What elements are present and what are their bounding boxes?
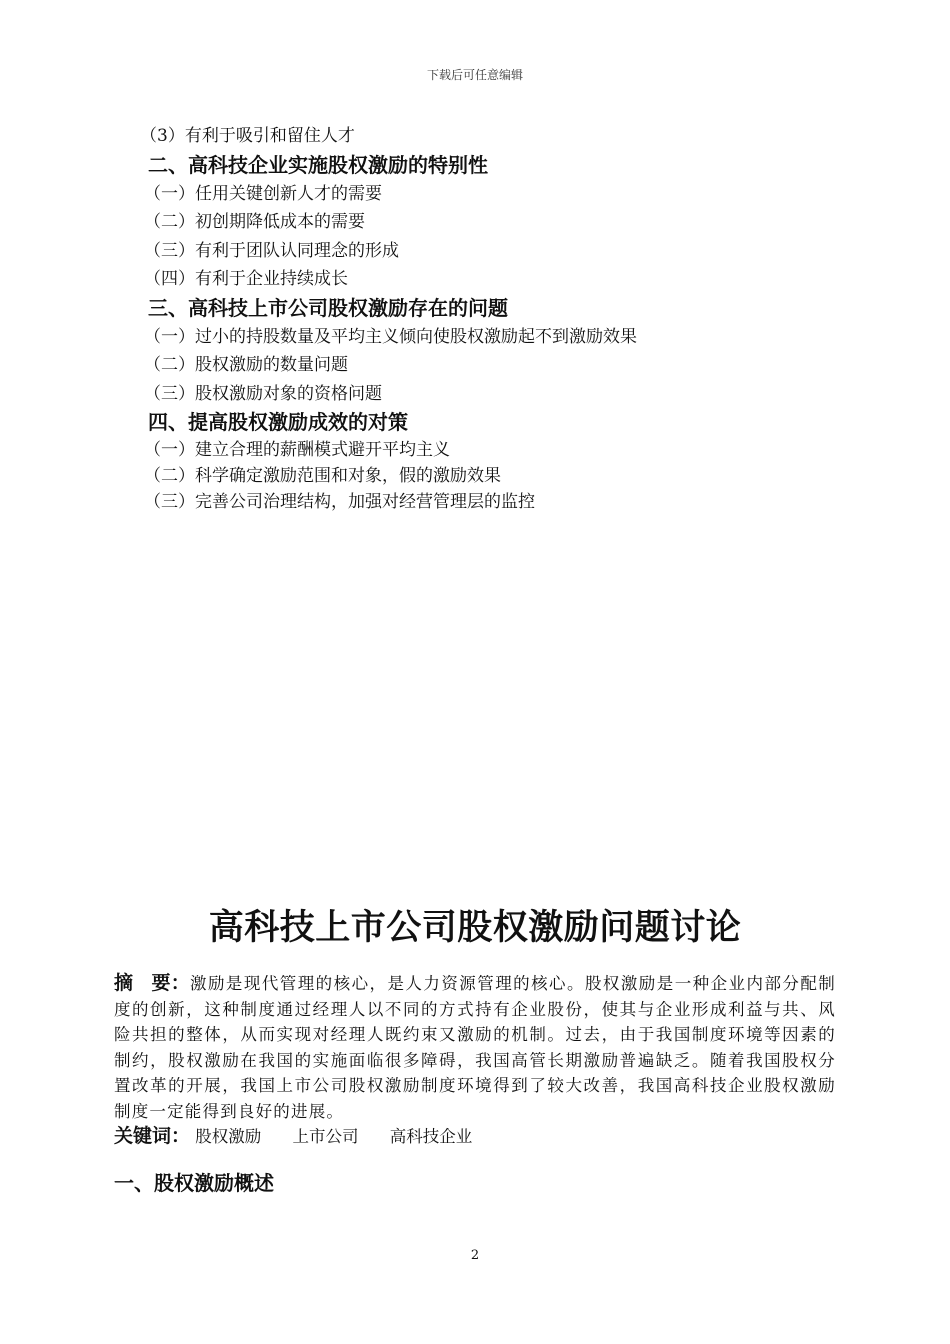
toc-item: （一）过小的持股数量及平均主义倾向使股权激励起不到激励效果: [144, 326, 637, 347]
toc-section-heading: 四、提高股权激励成效的对策: [148, 410, 408, 434]
section-heading: 一、股权激励概述: [114, 1171, 274, 1195]
page-header: 下载后可任意编辑: [426, 68, 523, 82]
toc-item: （三）有利于团队认同理念的形成: [144, 240, 399, 261]
toc-item: （四）有利于企业持续成长: [144, 269, 348, 289]
abstract-label: [114, 972, 190, 994]
abstract: [114, 971, 836, 1124]
keyword: 股权激励: [195, 1127, 262, 1146]
toc-item: （3）有利于吸引和留住人才: [140, 126, 355, 146]
toc-item: （一）任用关键创新人才的需要: [144, 183, 382, 204]
toc-section-heading: 二、高科技企业实施股权激励的特别性: [148, 152, 488, 177]
toc-section-heading: 三、高科技上市公司股权激励存在的问题: [148, 295, 508, 320]
toc-item: （二）初创期降低成本的需要: [144, 212, 365, 232]
keyword: 高科技企业: [389, 1127, 473, 1146]
page-number: 2: [470, 1248, 480, 1263]
keyword: 上市公司: [292, 1127, 359, 1146]
abstract-label-a: 摘: [114, 972, 134, 994]
document-title: 高科技上市公司股权激励问题讨论: [208, 908, 742, 948]
keywords-label: 关键词：: [114, 1125, 191, 1147]
toc-item: （二）科学确定激励范围和对象，假的激励效果: [144, 466, 501, 486]
keywords: [114, 1123, 498, 1150]
toc-item: （三）股权激励对象的资格问题: [144, 383, 382, 404]
table-of-contents: [140, 122, 840, 515]
abstract-text: 激励是现代管理的核心，是人力资源管理的核心。股权激励是一种企业内部分配制度的创新，这种制度通过经理人以不同的方式持有企业股份，使其与企业形成利益与共、风险共担的整体，从而实现对经理人既约束又激励的机制。过去，由于我国制度环境等因素的制约，股权激励在我国的实施面临很多障碍，我国高管长期激励普遍缺乏。随着我国股权分置改革的开展，我国上市公司股权激励制度环境得到了较大改善，我国高科技企业股权激励制度一定能得到良好的进展。: [114, 974, 836, 1121]
toc-item: （三）完善公司治理结构，加强对经营管理层的监控: [144, 492, 535, 512]
abstract-label-b: 要：: [151, 972, 191, 994]
toc-item: （二）股权激励的数量问题: [144, 355, 348, 375]
toc-item: （一）建立合理的薪酬模式避开平均主义: [144, 440, 450, 460]
